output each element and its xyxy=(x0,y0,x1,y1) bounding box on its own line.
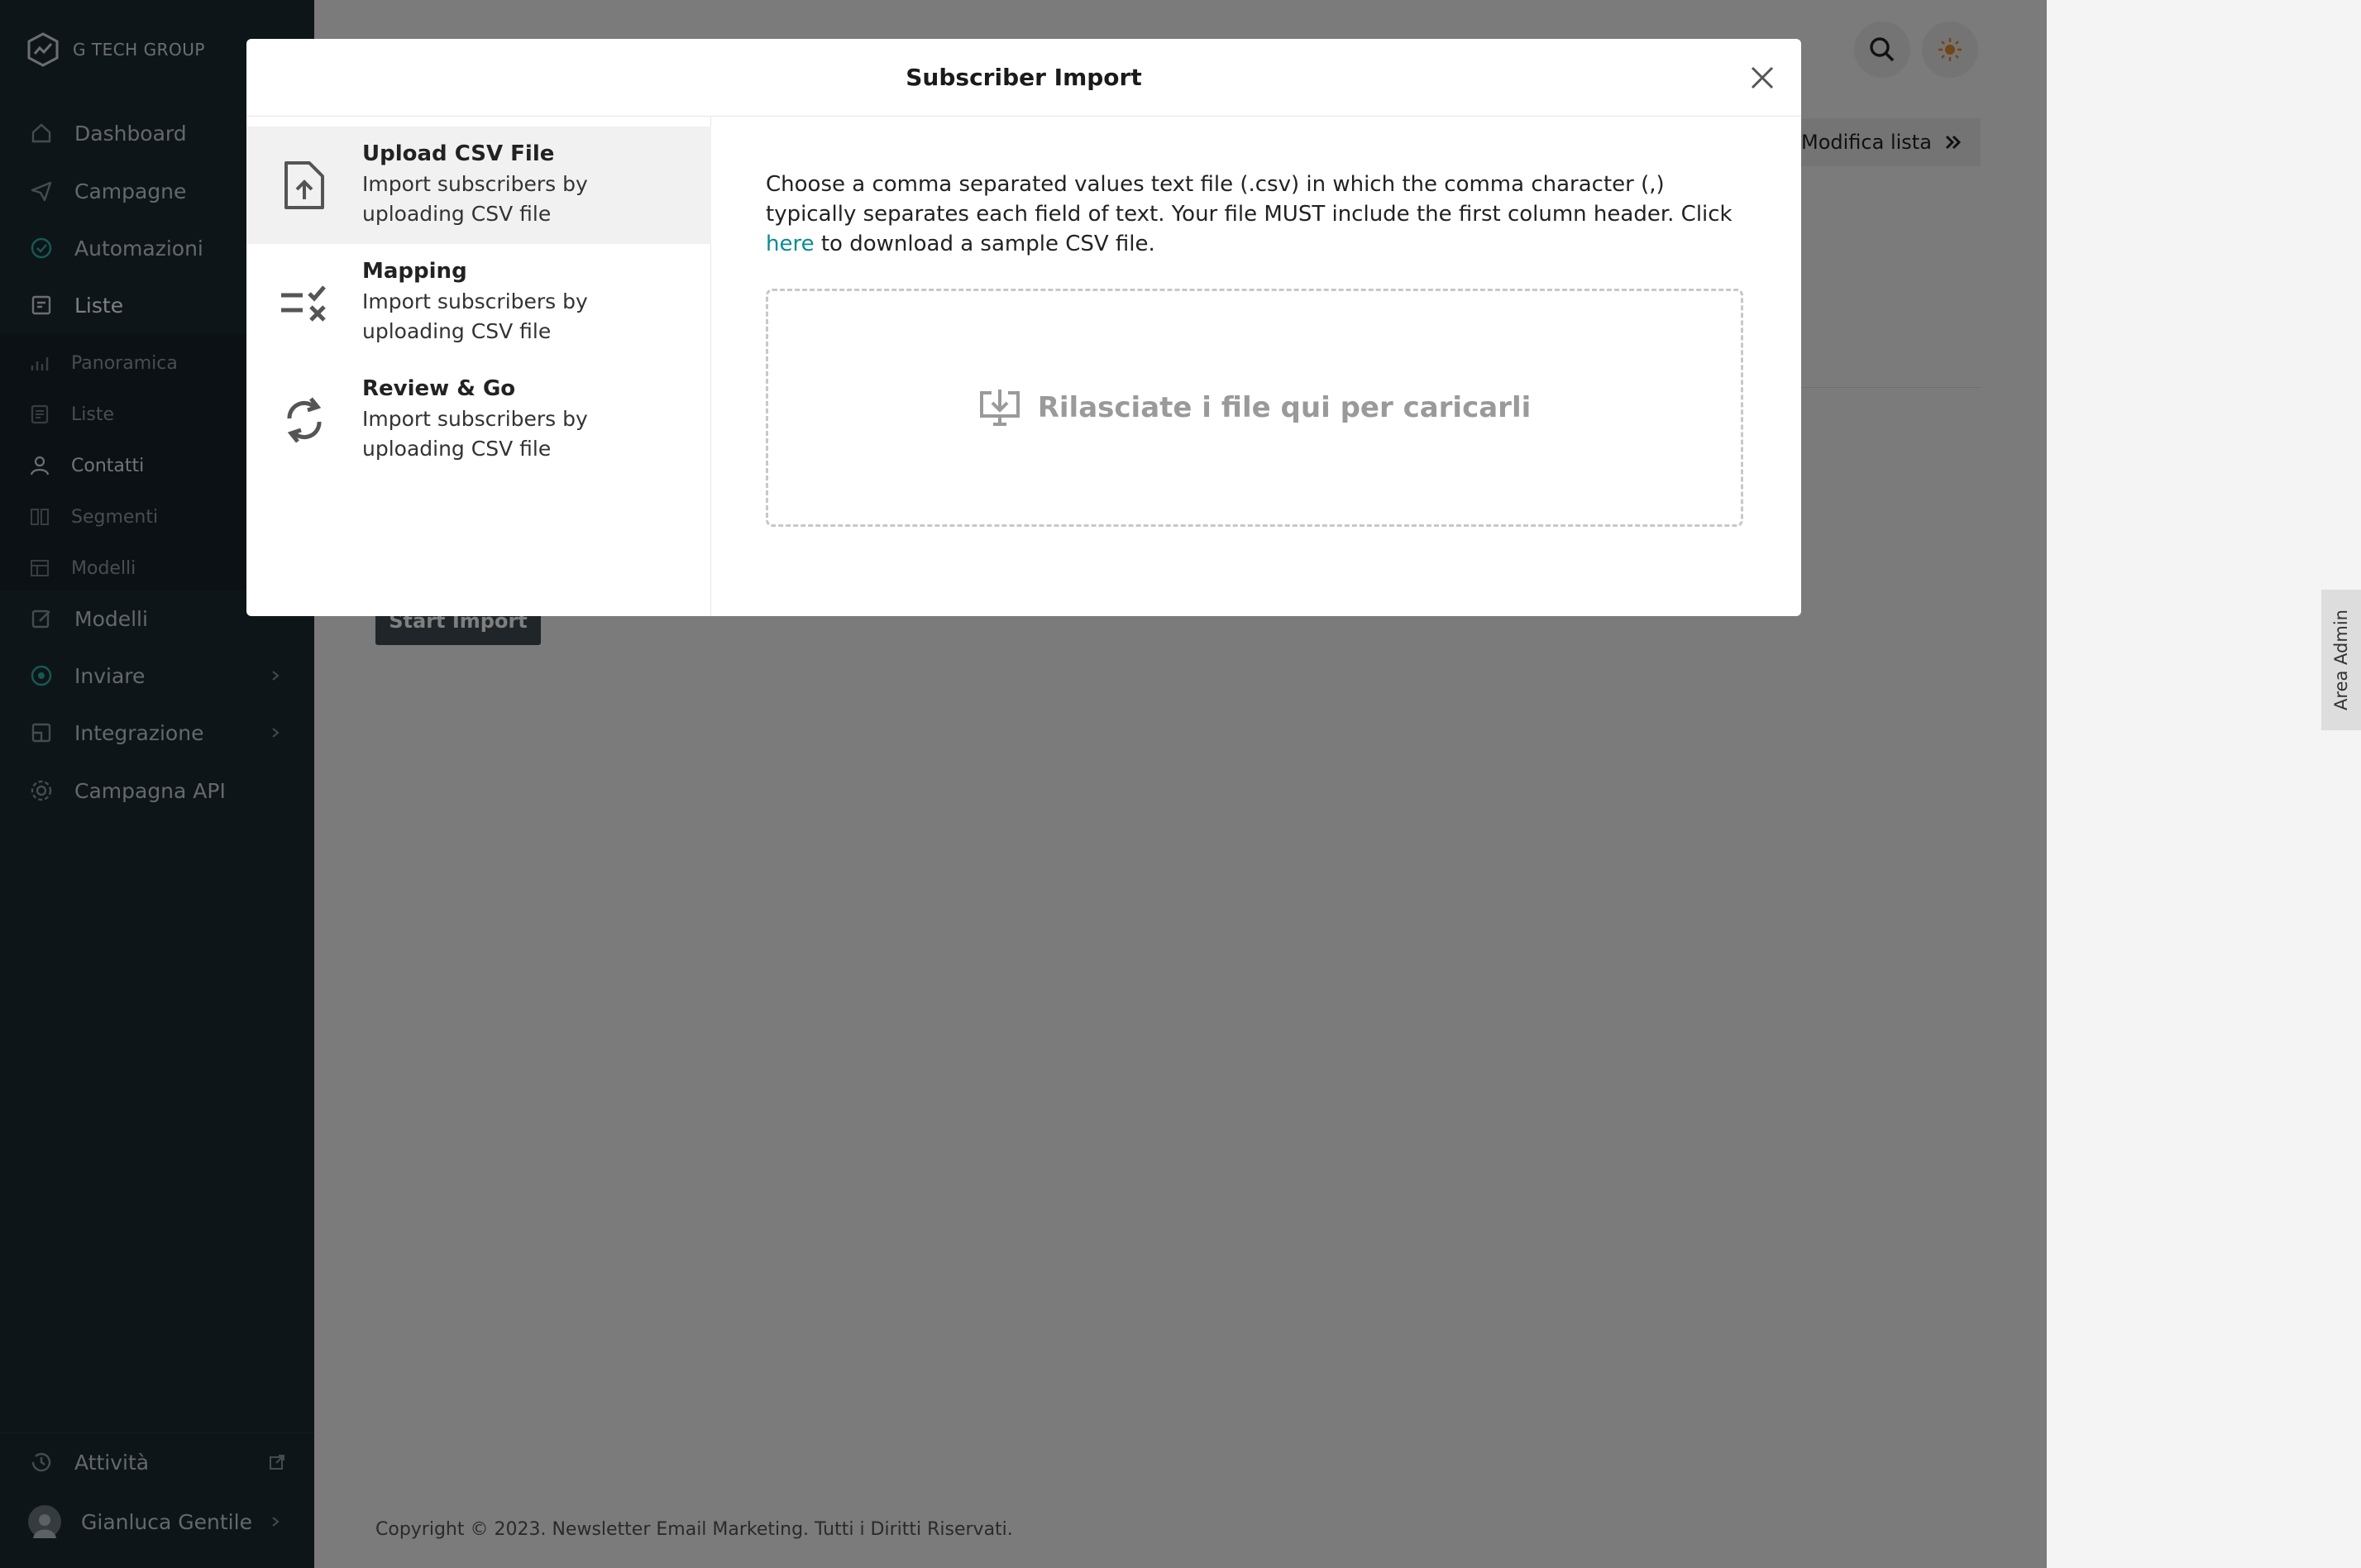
area-admin-label: Area Admin xyxy=(2331,610,2351,710)
step-title: Review & Go xyxy=(362,376,516,401)
refresh-icon xyxy=(246,394,362,447)
step-desc: Import subscribers by uploading CSV file xyxy=(362,407,588,461)
file-dropzone[interactable] xyxy=(766,289,1743,527)
instructions-text xyxy=(766,170,1742,259)
upload-instructions xyxy=(766,170,1742,259)
step-desc: Import subscribers by uploading CSV file xyxy=(362,289,588,343)
step-title: Upload CSV File xyxy=(362,141,555,166)
mapping-icon xyxy=(246,282,362,323)
subscriber-import-modal xyxy=(246,39,1801,616)
modal-title: Subscriber Import xyxy=(906,64,1142,91)
area-admin-tab[interactable] xyxy=(2321,590,2361,730)
close-icon xyxy=(1750,65,1775,90)
step-desc: Import subscribers by uploading CSV file xyxy=(362,172,588,226)
step-mapping[interactable] xyxy=(246,244,711,361)
step-upload-csv[interactable] xyxy=(246,127,711,244)
close-button[interactable] xyxy=(1747,62,1778,93)
dropzone-label: Rilasciate i file qui per caricarli xyxy=(1037,391,1532,424)
sample-csv-link[interactable]: here xyxy=(766,232,815,256)
instructions-before: Choose a comma separated values text file (.csv) in which the comma character (,) typically separates each field of text. Your file MUST include the first column header. Click xyxy=(766,172,1733,227)
drop-download-icon xyxy=(978,388,1021,428)
step-review-go[interactable] xyxy=(246,361,711,479)
file-upload-icon xyxy=(246,160,362,211)
modal-header xyxy=(246,39,1801,117)
step-title: Mapping xyxy=(362,259,467,284)
import-steps xyxy=(246,117,711,616)
instructions-after: to download a sample CSV file. xyxy=(814,232,1155,256)
